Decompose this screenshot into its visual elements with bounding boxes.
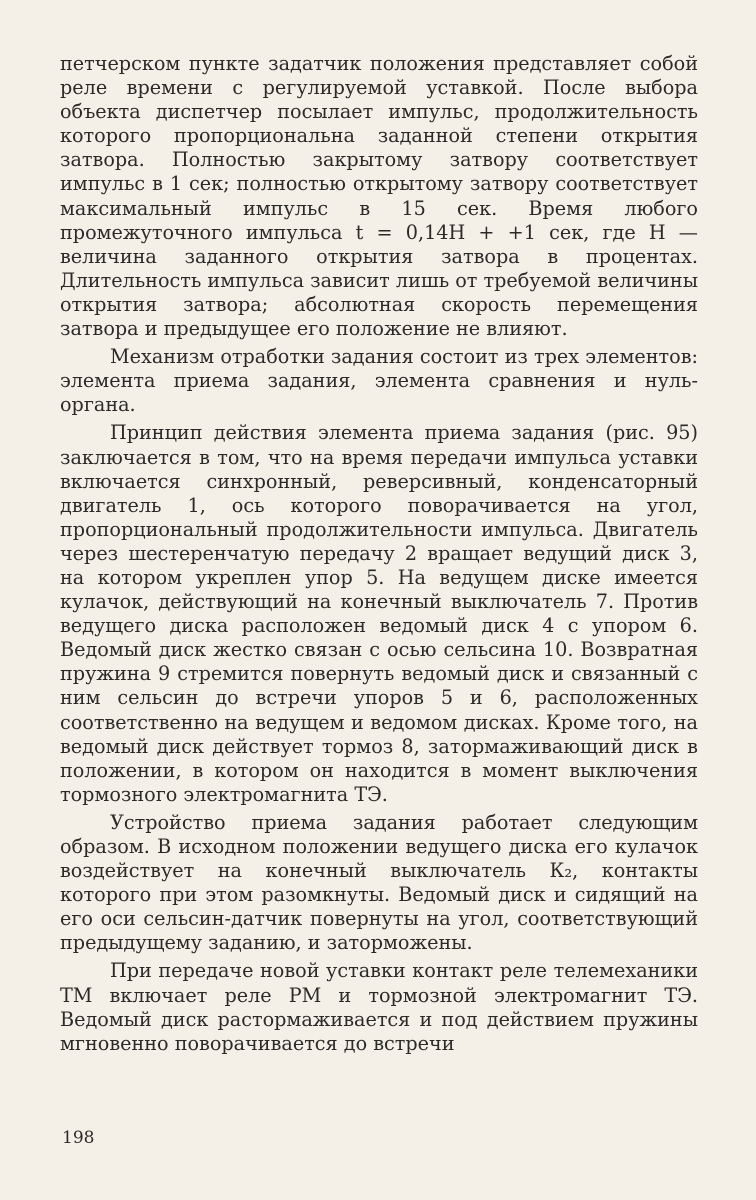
paragraph-3: Принцип действия элемента приема задания (рис. 95) заключается в том, что на время передачи импульса уставки включается синхронный, реверсивный, конденсаторный двигатель 1, ось которого поворачивается на угол, пропорциональный продолжительности импульса. Двигатель через шестеренчатую передачу 2 вращает ведущий диск 3, на котором укреплен упор 5. На ведущем диске имеется кулачок, действующий на конечный выключатель 7. Против ведущего диска расположен ведомый диск 4 с упором 6. Ведомый диск жестко связан с осью сельсина 10. Возвратная пружина 9 стремится повернуть ведомый диск и связанный с ним сельсин до встречи упоров 5 и 6, расположенных соответственно на ведущем и ведомом дисках. Кроме того, на ведомый диск действует тормоз 8, затормаживающий диск в положении, в котором он находится в момент выключения тормозного электромагнита ТЭ. bbox=[60, 421, 698, 806]
paragraph-4: Устройство приема задания работает следующим образом. В исходном положении ведущего диска его кулачок воздействует на конечный выключатель К₂, контакты которого при этом разомкнуты. Ведомый диск и сидящий на его оси сельсин-датчик повернуты на угол, соответствующий предыдущему заданию, и заторможены. bbox=[60, 810, 698, 955]
paragraph-1: петчерском пункте задатчик положения представляет собой реле времени с регулируемой уставкой. После выбора объекта диспетчер посылает импульс, продолжительность которого пропорциональна заданной степени открытия затвора. Полностью закрытому затвору соответствует импульс в 1 сек; полностью открытому затвору соответствует максимальный импульс в 15 сек. Время любого промежуточного импульса t = 0,14H + +1 сек, где H — величина заданного открытия затвора в процентах. Длительность импульса зависит лишь от требуемой величины открытия затвора; абсолютная скорость перемещения затвора и предыдущее его положение не влияют. bbox=[60, 52, 698, 341]
page-number: 198 bbox=[62, 1128, 95, 1148]
paragraph-2: Механизм отработки задания состоит из трех элементов: элемента приема задания, элемента сравнения и нуль-органа. bbox=[60, 345, 698, 417]
page-body bbox=[60, 52, 698, 1056]
paragraph-5: При передаче новой уставки контакт реле телемеханики ТМ включает реле РМ и тормозной электромагнит ТЭ. Ведомый диск растормаживается и под действием пружины мгновенно поворачивается до встречи bbox=[60, 959, 698, 1055]
